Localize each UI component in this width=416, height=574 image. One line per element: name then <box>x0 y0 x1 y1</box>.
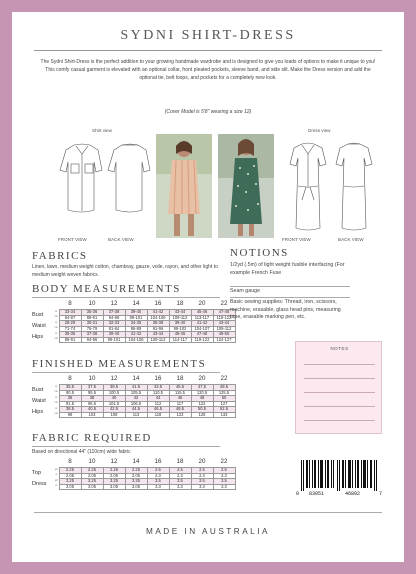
table-cell: 50.5 <box>191 407 213 413</box>
table-cell: 35-36 <box>59 332 81 338</box>
title-divider <box>34 50 382 51</box>
table-cell: 40 <box>103 396 125 402</box>
table-cell: 89-91 <box>59 337 81 343</box>
table-cell: 122 <box>191 401 213 407</box>
fabric-size-header <box>59 458 235 465</box>
table-cell: 47-48 <box>191 332 213 338</box>
table-cell: 95.5 <box>81 390 103 396</box>
barcode-group-1: 83051 <box>309 491 325 497</box>
table-cell: 49-50 <box>213 332 235 338</box>
body-measurements-heading: BODY MEASUREMENTS <box>32 283 181 295</box>
notions-item-seam-gauge: Seam gauge <box>230 288 261 294</box>
table-cell: 35-36 <box>81 310 103 316</box>
dress-technical-drawing <box>280 140 380 235</box>
shirt-front-view-label: FRONT VIEW <box>58 237 87 242</box>
pattern-back-cover <box>12 12 404 562</box>
unit-label: cm <box>54 390 58 394</box>
table-cell: 42.5 <box>103 407 125 413</box>
table-cell: 52.5 <box>213 407 235 413</box>
row-label: Hips <box>32 408 44 415</box>
notes-line <box>304 406 375 407</box>
table-cell: 3.3 <box>169 484 191 490</box>
table-cell: 76-79 <box>81 326 103 332</box>
size-label: 8 <box>68 300 72 307</box>
table-cell: 117 <box>169 401 191 407</box>
table-cell: 2.05 <box>125 473 147 479</box>
table-cell: 3.5 <box>169 479 191 485</box>
size-label: 12 <box>110 458 118 465</box>
notions-item-basic-supplies: Basic sewing supplies: Thread, iron, scissors, machine, erasable, glass head pins, measuring tape, erasable marking pen, etc. <box>230 299 341 321</box>
table-cell: 43-44 <box>147 332 169 338</box>
table-cell: 37-38 <box>103 310 125 316</box>
shirt-back-view-label: BACK VIEW <box>108 237 134 242</box>
unit-label: cm <box>54 401 58 405</box>
table-cell: 3.5 <box>147 479 169 485</box>
notes-line <box>304 364 375 365</box>
table-cell: 114-117 <box>169 337 191 343</box>
table-cell: 2.5 <box>213 468 235 474</box>
table-cell: 89-91 <box>81 315 103 321</box>
unit-label: in <box>55 331 58 335</box>
table-cell: 3.25 <box>125 479 147 485</box>
size-label: 10 <box>88 375 96 382</box>
table-cell: 112 <box>147 401 169 407</box>
size-label: 8 <box>68 458 72 465</box>
notions-divider <box>230 297 350 298</box>
table-cell: 39-40 <box>125 310 147 316</box>
table-cell: 46.5 <box>147 407 169 413</box>
shirt-view-label: Shirt view <box>92 128 112 133</box>
table-cell: 2.25 <box>103 468 125 474</box>
unit-label: in <box>55 309 58 313</box>
table-cell: 3.25 <box>59 479 81 485</box>
table-cell: 41-42 <box>125 332 147 338</box>
notions-item-interfacing: 1/2yd (.5m) of light weight fusible interfacing (For example French Fuse <box>230 262 345 276</box>
size-label: 22 <box>220 458 228 465</box>
body-measurements-divider <box>32 297 220 298</box>
table-cell: 2.05 <box>81 473 103 479</box>
table-cell: 125.5 <box>213 390 235 396</box>
table-cell: 110.5 <box>147 390 169 396</box>
table-cell: 37.5 <box>81 385 103 391</box>
table-cell: 44 <box>147 396 169 402</box>
table-cell: 104-106 <box>125 337 147 343</box>
table-cell: 2.3 <box>191 473 213 479</box>
row-label: Bust <box>32 386 44 393</box>
unit-label: yd <box>54 467 58 471</box>
size-label: 20 <box>198 300 206 307</box>
size-label: 16 <box>154 458 162 465</box>
table-cell: 2.5 <box>169 468 191 474</box>
table-cell: 3.05 <box>59 484 81 490</box>
unit-label: in <box>55 384 58 388</box>
table-cell: 108 <box>103 412 125 418</box>
table-cell: 99-101 <box>103 337 125 343</box>
table-row <box>32 412 235 418</box>
table-cell: 133 <box>213 412 235 418</box>
table-cell: 104-107 <box>191 326 213 332</box>
table-cell: 33-34 <box>59 310 81 316</box>
table-cell: 2.3 <box>213 473 235 479</box>
unit-label: cm <box>54 337 58 341</box>
row-label: Bust <box>32 311 44 318</box>
table-cell: 38 <box>81 396 103 402</box>
table-cell: 39.5 <box>103 385 125 391</box>
page-title: SYDNI SHIRT-DRESS <box>120 28 296 43</box>
table-cell: 47.5 <box>191 385 213 391</box>
unit-label: cm <box>54 412 58 416</box>
table-cell: 48.5 <box>169 407 191 413</box>
table-cell: 106.5 <box>125 401 147 407</box>
shirt-technical-drawing <box>52 140 152 232</box>
notes-line <box>304 378 375 379</box>
finished-size-header <box>59 375 235 382</box>
table-cell: 46 <box>169 396 191 402</box>
unit-label: yd <box>54 478 58 482</box>
table-cell: 3.3 <box>213 484 235 490</box>
table-cell: 86-89 <box>125 326 147 332</box>
table-cell: 100.5 <box>103 390 125 396</box>
table-cell: 2.3 <box>169 473 191 479</box>
size-label: 18 <box>176 375 184 382</box>
table-cell: 103 <box>81 412 103 418</box>
table-cell: 3.3 <box>147 484 169 490</box>
row-label: Waist <box>32 397 46 404</box>
unit-label: in <box>55 395 58 399</box>
barcode-check-digit: 7 <box>379 491 383 497</box>
size-label: 20 <box>198 375 206 382</box>
row-label: Dress <box>32 480 47 487</box>
table-cell: 36 <box>59 396 81 402</box>
table-cell: 28-29 <box>59 321 81 327</box>
table-cell: 2.5 <box>147 468 169 474</box>
dress-photo <box>218 134 274 238</box>
table-cell: 43.5 <box>147 385 169 391</box>
fabric-required-heading: FABRIC REQUIRED <box>32 432 152 444</box>
notions-heading: NOTIONS <box>230 247 289 259</box>
size-label: 22 <box>220 300 228 307</box>
size-label: 10 <box>88 300 96 307</box>
table-cell: 3.5 <box>213 479 235 485</box>
notes-line <box>304 420 375 421</box>
footer-made-in: MADE IN AUSTRALIA <box>146 527 270 536</box>
table-cell: 96.5 <box>81 401 103 407</box>
body-measurements-table <box>32 309 236 343</box>
fabric-required-table <box>32 467 236 490</box>
table-cell: 30-31 <box>81 321 103 327</box>
table-cell: 99-101 <box>125 315 147 321</box>
table-cell: 99-102 <box>169 326 191 332</box>
size-label: 16 <box>154 375 162 382</box>
table-cell: 41.5 <box>125 385 147 391</box>
table-cell: 44.5 <box>125 407 147 413</box>
unit-label: m <box>55 484 58 488</box>
table-cell: 2.05 <box>103 473 125 479</box>
unit-label: cm <box>54 315 58 319</box>
dress-view-label: Dress view <box>308 128 331 133</box>
table-cell: 128 <box>191 412 213 418</box>
table-cell: 48 <box>191 396 213 402</box>
table-cell: 45-46 <box>191 310 213 316</box>
finished-measurements-heading: FINISHED MEASUREMENTS <box>32 358 207 370</box>
table-cell: 47-48 <box>213 310 235 316</box>
table-cell: 39-40 <box>169 321 191 327</box>
table-cell: 120.5 <box>191 390 213 396</box>
row-label: Hips <box>32 333 44 340</box>
footer-divider <box>34 512 382 513</box>
cover-note: (Cover Model is 5'8" wearing a size 12) <box>164 109 252 115</box>
table-cell: 123 <box>169 412 191 418</box>
table-cell: 45.5 <box>169 385 191 391</box>
table-cell: 34-35 <box>125 321 147 327</box>
table-cell: 3.05 <box>81 484 103 490</box>
unit-label: in <box>55 320 58 324</box>
finished-measurements-divider <box>32 372 220 373</box>
size-label: 10 <box>88 458 96 465</box>
table-cell: 49.5 <box>213 385 235 391</box>
table-cell: 98 <box>59 412 81 418</box>
size-label: 8 <box>68 375 72 382</box>
table-cell: 2.3 <box>147 473 169 479</box>
table-cell: 3.05 <box>125 484 147 490</box>
table-cell: 3.05 <box>103 484 125 490</box>
table-cell: 81-84 <box>103 326 125 332</box>
table-cell: 2.25 <box>125 468 147 474</box>
shirt-dress-photo <box>156 134 212 238</box>
size-label: 12 <box>110 300 118 307</box>
table-cell: 2.5 <box>191 468 213 474</box>
table-cell: 2.25 <box>81 468 103 474</box>
table-cell: 90.5 <box>59 390 81 396</box>
table-cell: 113 <box>125 412 147 418</box>
table-cell: 71-74 <box>59 326 81 332</box>
table-cell: 127 <box>213 401 235 407</box>
fabrics-text: Linen, lawn, medium weight cotton, chambray, gauze, voile, rayon, and other light to medium weight woven fabrics. <box>32 264 218 278</box>
table-cell: 43-44 <box>169 310 191 316</box>
table-cell: 32-33 <box>103 321 125 327</box>
unit-label: in <box>55 406 58 410</box>
size-label: 14 <box>132 375 140 382</box>
table-cell: 3.3 <box>191 484 213 490</box>
barcode-group-2: 46892 <box>345 491 361 497</box>
table-cell: 113-117 <box>191 315 213 321</box>
table-cell: 41-42 <box>147 310 169 316</box>
fabric-required-divider <box>32 446 220 447</box>
table-cell: 124-127 <box>213 337 235 343</box>
notes-line <box>304 392 375 393</box>
table-cell: 119-122 <box>191 337 213 343</box>
table-cell: 45-46 <box>169 332 191 338</box>
table-cell: 104-106 <box>147 315 169 321</box>
table-cell: 39-40 <box>103 332 125 338</box>
table-cell: 118 <box>147 412 169 418</box>
body-size-header <box>59 300 235 307</box>
barcode <box>295 459 383 497</box>
table-cell: 101.5 <box>103 401 125 407</box>
table-cell: 109-112 <box>147 337 169 343</box>
table-cell: 91.5 <box>59 401 81 407</box>
table-cell: 38.5 <box>59 407 81 413</box>
table-row <box>32 484 235 490</box>
table-cell: 109-112 <box>169 315 191 321</box>
dress-back-view-label: BACK VIEW <box>338 237 364 242</box>
table-cell: 115.5 <box>169 390 191 396</box>
table-cell: 2.05 <box>59 473 81 479</box>
intro-text: The Sydni Shirt-Dress is the perfect addition to your growing handmade wardrobe and is designed to give you loads of options to make it unique to you! This comfy casual garment is elevated with an optional collar, front pleated pockets, sleeve band, and side slit. Make the Dress version and add the optional tie, belt loops, and pockets for a completely new look. <box>40 59 376 81</box>
fabrics-heading: FABRICS <box>32 250 88 262</box>
row-label: Waist <box>32 322 46 329</box>
table-cell: 3.5 <box>191 479 213 485</box>
size-label: 14 <box>132 300 140 307</box>
size-label: 18 <box>176 300 184 307</box>
unit-label: m <box>55 473 58 477</box>
table-cell: 119-122 <box>213 315 235 321</box>
table-cell: 41-42 <box>191 321 213 327</box>
table-cell: 43-44 <box>213 321 235 327</box>
table-cell: 109-112 <box>213 326 235 332</box>
size-label: 18 <box>176 458 184 465</box>
size-label: 12 <box>110 375 118 382</box>
table-cell: 3.25 <box>81 479 103 485</box>
table-cell: 84-87 <box>59 315 81 321</box>
table-cell: 3.25 <box>103 479 125 485</box>
table-cell: 40.5 <box>81 407 103 413</box>
size-label: 14 <box>132 458 140 465</box>
table-cell: 37-38 <box>81 332 103 338</box>
table-cell: 50 <box>213 396 235 402</box>
row-label: Top <box>32 469 42 476</box>
size-label: 22 <box>220 375 228 382</box>
table-cell: 35.5 <box>59 385 81 391</box>
size-label: 16 <box>154 300 162 307</box>
notes-title: NOTES <box>330 346 349 351</box>
barcode-left-digit: 0 <box>296 491 300 497</box>
unit-label: cm <box>54 326 58 330</box>
table-cell: 94-96 <box>103 315 125 321</box>
table-cell: 91-96 <box>147 326 169 332</box>
table-cell: 36-38 <box>147 321 169 327</box>
size-label: 20 <box>198 458 206 465</box>
notions-divider <box>230 286 350 287</box>
table-cell: 2.25 <box>59 468 81 474</box>
finished-measurements-table <box>32 384 236 418</box>
table-cell: 105.5 <box>125 390 147 396</box>
fabric-required-subtitle: Based on directional 44" (110cm) wide fabric <box>32 449 131 455</box>
dress-front-view-label: FRONT VIEW <box>282 237 311 242</box>
table-cell: 42 <box>125 396 147 402</box>
table-cell: 94-96 <box>81 337 103 343</box>
table-row <box>32 337 235 343</box>
notes-box <box>295 341 382 434</box>
